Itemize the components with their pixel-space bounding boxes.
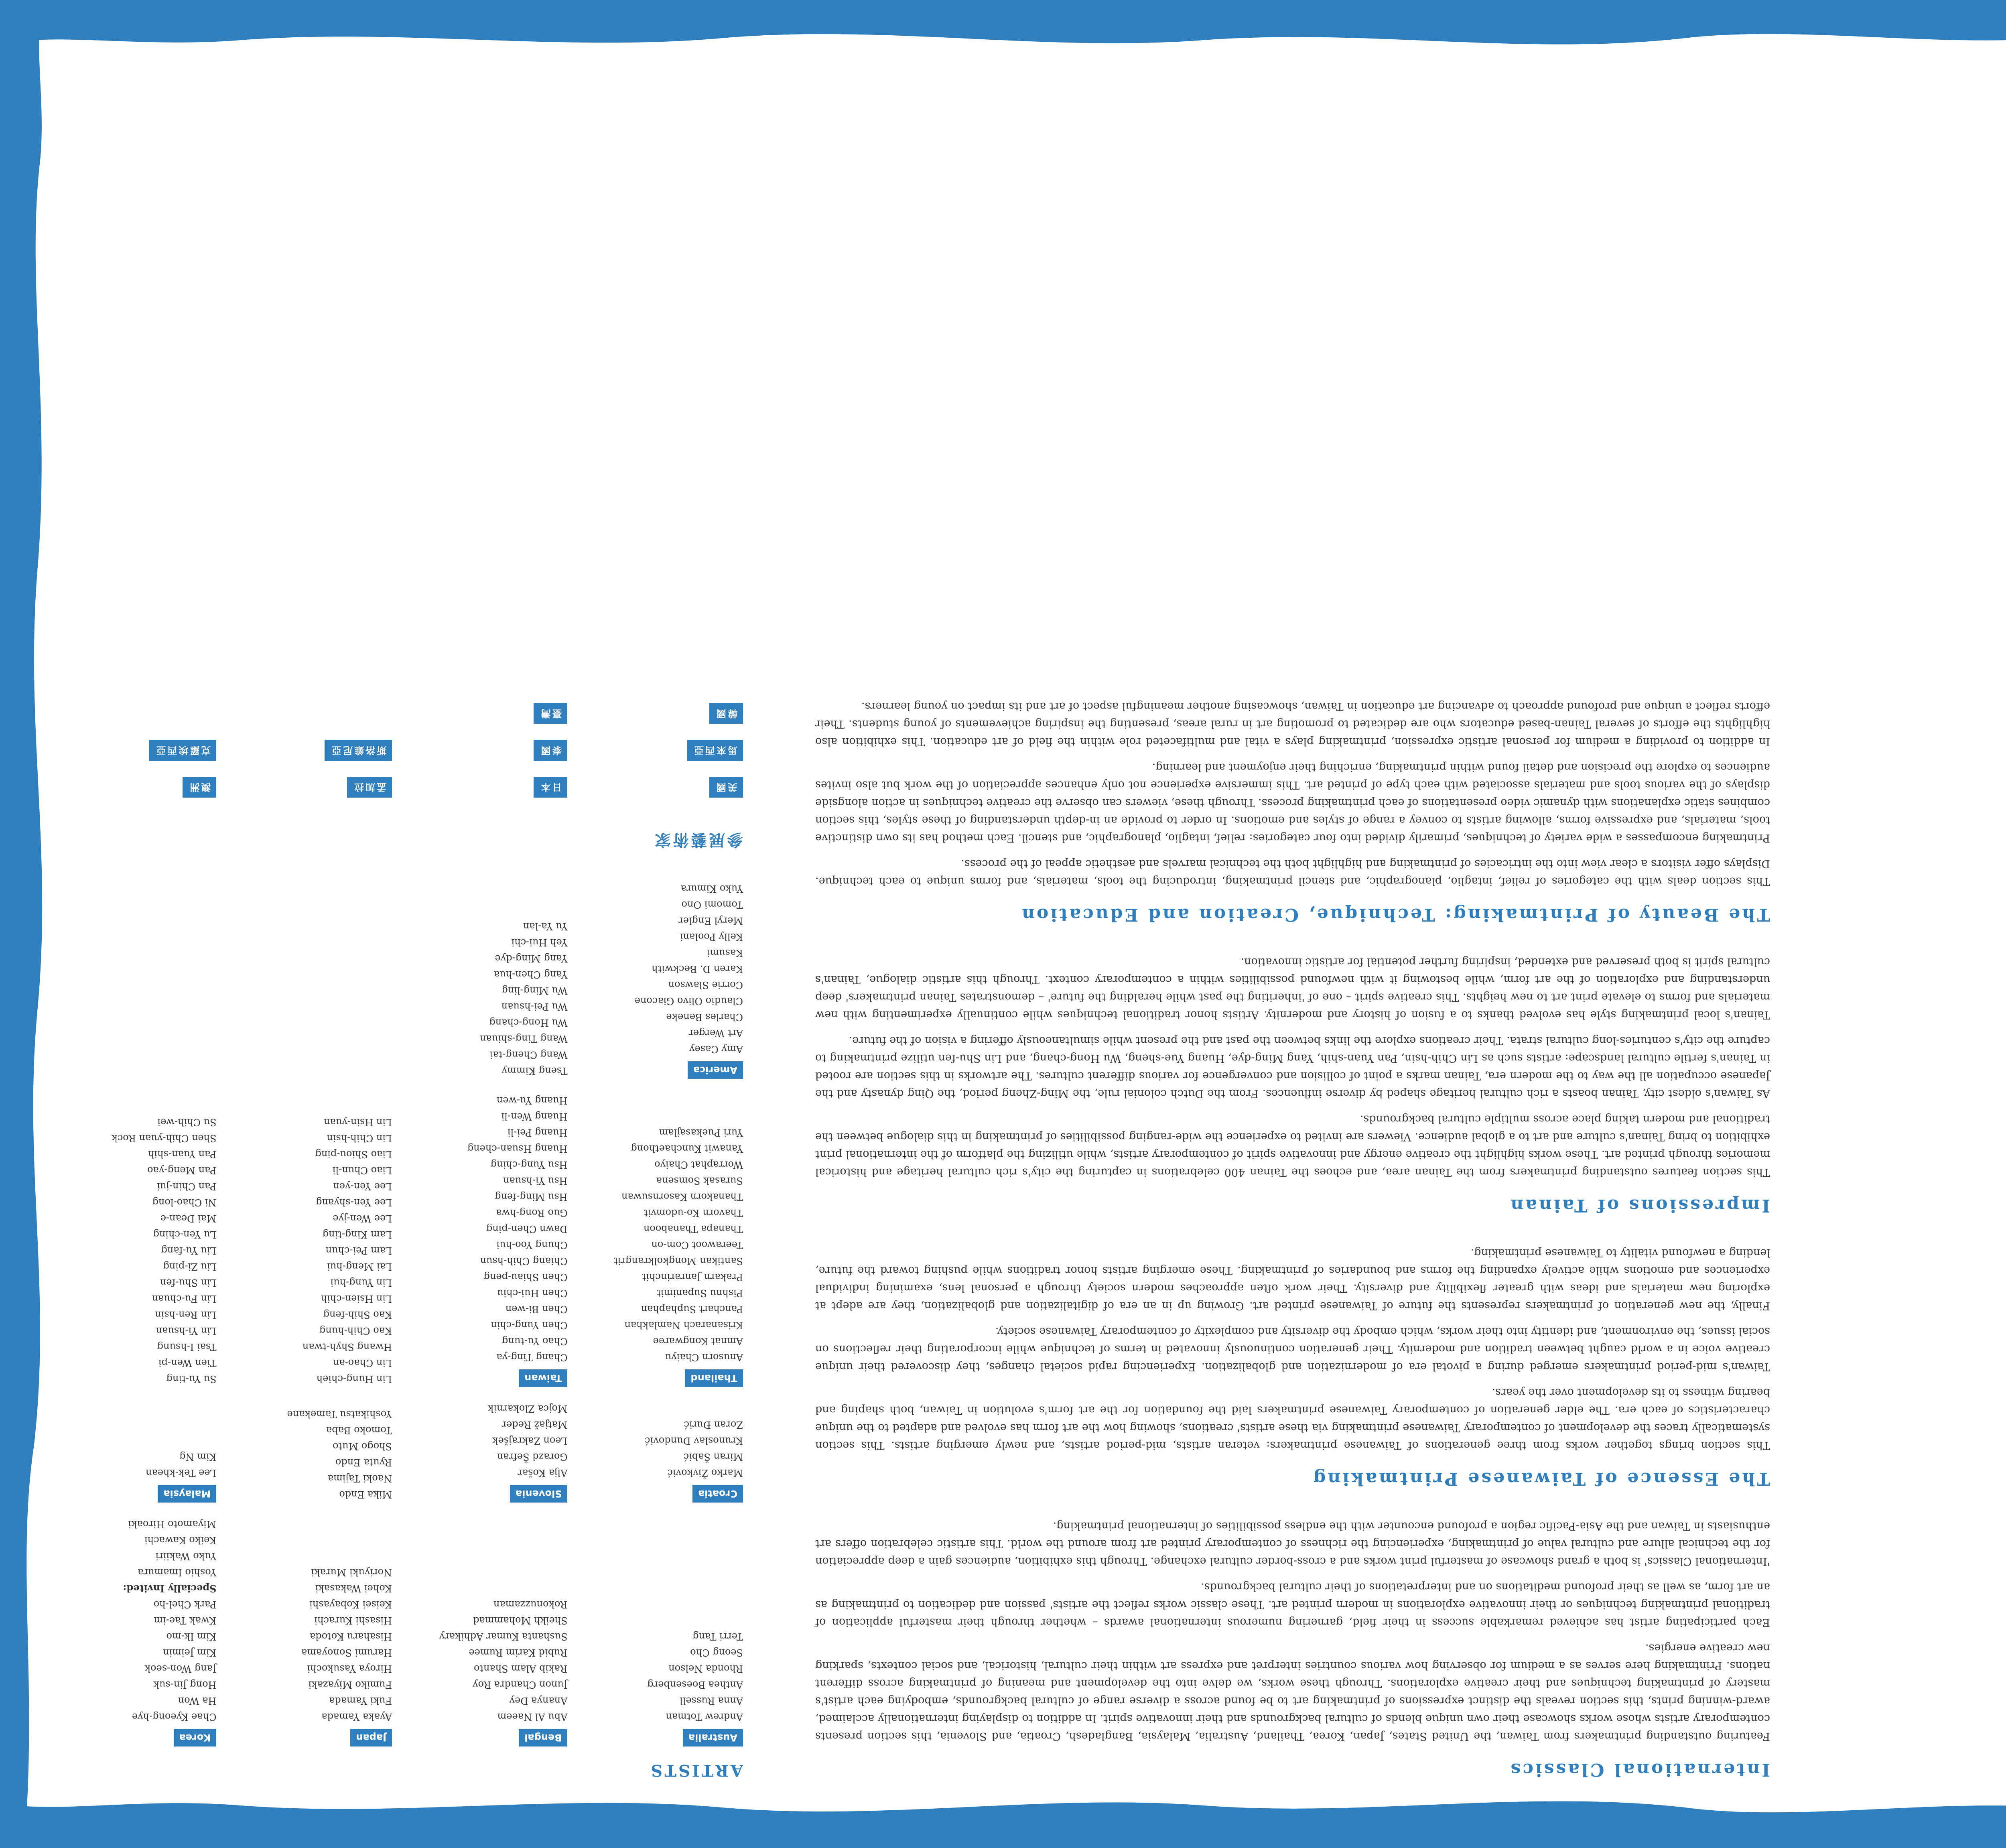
artist-group [412, 881, 568, 1079]
artist-name: Lin Fu-chuan [152, 1293, 217, 1304]
artist-name: Mojca Zlokarnik [487, 1403, 568, 1414]
artist-name: Hisashi Kurachi [314, 1615, 392, 1626]
en-paragraph: This section brings together works from three generations of Taiwanese printmakers: veteran artists, mid-period artists, and newly emerging artists. This section systematically traces the development of contemporary Taiwanese printmaking via these artists' creations, showing how the art form has evolved and adapted to the unique characteristics of each era. The elder generation of contemporary Taiwanese printmakers laid the foundation for the art form's evolution in Taiwan, both shaping and bearing witness to its development over the years. [815, 1386, 1770, 1452]
artist-name: Ha Won [178, 1695, 217, 1706]
artist-name: Abu Al Naeem [497, 1711, 568, 1722]
artist-group [237, 736, 392, 761]
artist-name: Chiang Chih-hsun [480, 1255, 568, 1267]
artist-group [588, 1093, 743, 1387]
artist-name: Lee Wen-jye [333, 1213, 392, 1224]
artist-name: Chen Yung-chin [491, 1320, 568, 1331]
artist-name: Worraphat Chaiyo [654, 1159, 743, 1170]
artist-name: Alja Košar [518, 1467, 568, 1478]
artist-name: Lam King-ting [322, 1229, 392, 1240]
artist-name: Yuko Kimura [680, 883, 743, 894]
artist-name: Gorazd Šefran [497, 1451, 568, 1462]
en-paragraph: Featuring outstanding printmakers from Taiwan, the United States, Japan, Korea, Thailand, Australia, Malaysia, Bangladesh, Croatia, and Slovenia, this section presents contemporary artists whose works showcase their own unique blends of cultural backgrounds and their innovative spirit. In addition to displaying internationally acclaimed, award-winning prints, this section reveals the distinct expressions of printmaking art to be found across a diverse range of cultural backgrounds, embodying each artist's mastery of printmaking techniques and their creative explorations. Through these works, we delve into the development and meaning of printmaking across different nations. Printmaking here serves as a medium for observing how various countries interpret and express art within their cultural, historical, and social contexts, sparking new creative energies. [815, 1642, 1770, 1742]
artist-name: Thanakorn Kasornsuwan [621, 1191, 743, 1202]
country-badge: 美國 [709, 777, 743, 798]
artist-name: Ryuta Endo [335, 1457, 392, 1468]
artist-name: Su Yu-ting [166, 1373, 217, 1385]
artist-name: Amy Casey [689, 1044, 743, 1055]
specially-invited-label: Specially Invited: [123, 1583, 217, 1594]
artist-name: Su Chih-wei [157, 1117, 217, 1128]
chinese-column [1923, 75, 2006, 1780]
country-badge: America [688, 1061, 743, 1079]
artist-name: Leon Zakrajšek [492, 1435, 568, 1446]
country-badge: 日本 [534, 777, 568, 798]
artist-name: Lai Meng-hui [327, 1261, 392, 1272]
artist-name: Terri Tang [692, 1631, 743, 1642]
artist-name: Yoshio Imamura [138, 1567, 217, 1578]
artist-name: Mika Endo [339, 1489, 392, 1500]
artist-group [412, 736, 568, 761]
artist-name: Chung Yoo-hui [496, 1239, 568, 1251]
artist-name: Hisaharu Kotoda [309, 1631, 392, 1642]
country-badge: Malaysia [158, 1485, 216, 1503]
artist-name: Lin Yung-hui [330, 1277, 392, 1288]
artist-name: Kasumi [707, 947, 743, 959]
country-badge: 馬來西亞 [687, 740, 743, 761]
artist-group [61, 1093, 217, 1387]
artist-name: Miran Šabić [683, 1451, 743, 1462]
artist-name: Lin Hung-chieh [316, 1373, 392, 1385]
artist-name: Pishnu Supanimit [657, 1288, 743, 1299]
artists-grid-zh [61, 699, 743, 798]
en-section-tainan [815, 953, 1770, 1216]
artist-name: Shogo Muto [333, 1441, 392, 1452]
artist-group [237, 1401, 392, 1503]
country-badge: 泰國 [534, 740, 568, 761]
en-paragraph: 'International Classics' is both a grand showcase of masterful print works and a cross-border cultural exchange. Through this exhibition, audiences gain a deep appreciation for the technical allure and cultural value of printmaking, experiencing the richness of contemporary printed art from around the world. This artistic celebration offers art enthusiasts in Taiwan and the Asia-Pacific region a profound encounter with the endless possibilities of international printmaking. [815, 1520, 1770, 1568]
artist-name: Hsu Ming-feng [495, 1191, 568, 1202]
artist-name: Pan Chin-jui [157, 1181, 217, 1192]
en-paragraph: As Taiwan's oldest city, Tainan boasts a rich cultural heritage shaped by diverse influences. From the Dutch colonial rule, the Ming-Zheng period, the Qing dynasty and the Japanese occupation all the way to the modern era, Tainan marks a point of collision and convergence for various different cultures. The artworks in this section are rooted in Tainan's fertile cultural landscape: artists such as Lin Chih-hsin, Pan Yuan-shih, Yang Ming-dye, Huang Yue-sheng, Wu Hong-chang, and Lin Shu-fen utilize printmaking to capture the city's centuries-long cultural strata. Their creations explore the links between the past and the present while simultaneously offering a vision of the future. [815, 1034, 1770, 1100]
country-badge: Croatia [692, 1485, 743, 1503]
artist-name: Keiko Kawachi [144, 1535, 217, 1546]
artist-name: Lee Tek-khean [145, 1467, 217, 1478]
artist-name: Lin Hsin-yuan [324, 1117, 392, 1128]
artist-name: Wu Hong-chang [489, 1017, 568, 1028]
en-paragraph: This section deals with the categories of relief, intaglio, planographic, and stencil printmaking, introducing the tools, materials, and forms unique to each technique. Displays offer visitors a clear view into the intricacies of printmaking and highlight both the technical marvels and aesthetic appeal of the process. [815, 857, 1770, 887]
artist-name: Ayaka Yamada [321, 1711, 392, 1722]
en-paragraph: Each participating artist has achieved remarkable success in their field, garnering numerous international awards – whether through their masterful application of traditional printmaking techniques or their innovative explorations in modern printed art. These classic works reflect the artists' passion and dedication to printmaking as an art form, as well as their profound meditations on and interpretations of their cultural backgrounds. [815, 1581, 1770, 1629]
en-title: International Classics [1509, 1759, 1770, 1780]
country-badge: 澳洲 [183, 777, 217, 798]
cn-section-b [1923, 1615, 2006, 1679]
artist-name: Lin Hsien-chih [321, 1293, 392, 1304]
artist-group [412, 1516, 568, 1746]
artists-heading: ARTISTS [649, 1761, 743, 1780]
en-title: The Beauty of Printmaking: Technique, Creation and Education [1020, 904, 1770, 925]
artist-name: Kao Chih-hung [319, 1325, 392, 1336]
artist-name: Pan Meng-yao [147, 1165, 217, 1176]
artist-name: Lin Chih-hsin [327, 1133, 392, 1144]
country-badge: 韓國 [709, 703, 743, 724]
artist-group [412, 773, 568, 798]
artist-name: Krisanarach Namlakhan [624, 1320, 743, 1331]
en-paragraph: Printmaking encompasses a wide variety of techniques, primarily divided into four categories: relief, intaglio, planographic, and stencil. Each method has its own distinctive tools, materials, and expressive forms, allowing artists to convey a range of styles and emotions. In order to provide an in-depth understanding of these styles, this section combines static explanations with dynamic video presentations of each printmaking process. Through these, viewers can observe the creative techniques in action alongside displays of the various tools and materials associated with each type of printed art. This immersive experience not only enhances appreciation of the work but also invites audiences to explore the precision and detail found within printmaking, enriching their enjoyment and learning. [815, 761, 1770, 844]
artist-name: Yang Chen-hua [493, 969, 568, 980]
cn-section-d [1923, 1415, 2006, 1479]
artist-name: Yuri Puekasajlam [659, 1127, 743, 1138]
artist-name: Huang Pei-li [507, 1127, 568, 1138]
artist-name: Kwak Tae-im [154, 1615, 217, 1626]
artist-group [588, 1516, 743, 1746]
artist-name: Thanapa Thanaboon [643, 1223, 743, 1235]
en-paragraph: In addition to providing a medium for personal artistic expression, printmaking plays a vital and multifaceted role within the field of art education. This exhibition also highlights the efforts of several Tainan-based educators who are dedicated to promoting art in rural areas, presenting the inspiring achievements of young students. Their efforts reflect a unique and profound approach to advancing art education in Taiwan, showcasing another meaningful aspect of art and its impact on young learners. [815, 700, 1770, 748]
artist-group [237, 1516, 392, 1746]
artist-name: Amnat Kongwaree [653, 1336, 743, 1347]
artist-name: Kim Ik-mo [166, 1631, 217, 1642]
artist-name: Charles Beneke [666, 1011, 743, 1023]
artist-group [61, 773, 217, 798]
artist-name: Prakarn Janrarinchit [642, 1271, 743, 1283]
artist-name: Chen Hui-chiu [497, 1288, 568, 1299]
en-section-essence [815, 1244, 1770, 1489]
country-badge: Slovenia [510, 1485, 567, 1503]
country-badge: Bengal [519, 1729, 567, 1746]
artist-name: Fumiko Miyazaki [308, 1679, 392, 1690]
artist-name: Lee Yen-yen [333, 1181, 392, 1192]
artist-name: Karen D. Beckwith [652, 963, 743, 975]
artist-name: Lin Yi-hsuan [156, 1325, 217, 1336]
artist-name: Yanawit Kunchaethong [631, 1143, 743, 1154]
artist-group [588, 773, 743, 798]
country-badge: Taiwan [519, 1369, 567, 1387]
artist-name: Wang Cheng-tai [489, 1049, 568, 1060]
artist-group [61, 1516, 217, 1746]
artist-name: Lin Chao-an [333, 1357, 392, 1369]
artist-name: Kohei Wakasaki [315, 1583, 392, 1594]
artist-name: Corrie Slawson [668, 979, 743, 991]
artist-name: Lu Yen-ching [153, 1229, 217, 1240]
artist-name: Marko Živković [667, 1467, 743, 1478]
en-paragraph: Taiwan's mid-period printmakers emerged during a pivotal era of modernization and globalization. Experiencing rapid societal changes, they discovered their unique creative voice in a world caught between tradition and modernity. Their generation continuously innovated in terms of technique while incorporating their reflections on social issues, the environment, and identity into their works, which embody the diversity and complexity of contemporary Taiwanese society. [815, 1325, 1770, 1373]
english-column [815, 75, 1770, 1780]
cn-section-a [1923, 1716, 2006, 1780]
en-title: Impressions of Tainan [1509, 1195, 1770, 1216]
artist-name: Jang Won-seok [144, 1663, 217, 1674]
artist-name: Kim Ng [179, 1451, 217, 1462]
artist-group [61, 1401, 217, 1503]
artist-name: Chae Kyeong-hye [132, 1711, 217, 1722]
en-title: The Essence of Taiwanese Printmaking [1311, 1468, 1770, 1489]
artist-name: Yang Ming-dye [495, 953, 568, 964]
artist-name: Liao Shiou-ping [315, 1149, 392, 1160]
country-badge: Thailand [685, 1369, 743, 1387]
artist-group [412, 699, 568, 724]
artist-name: Lin Shu-fen [160, 1277, 217, 1288]
artist-name: Huang Hsuan-cheng [467, 1143, 568, 1154]
artist-group [588, 1401, 743, 1503]
artist-name: Anusorn Chaiyu [665, 1352, 743, 1363]
artist-name: Mai Dean-e [160, 1213, 217, 1224]
artist-name: Anna Russell [680, 1695, 743, 1706]
artist-name: Wang Ting-shiuan [479, 1033, 568, 1044]
artist-name: Keisei Kobayashi [309, 1599, 392, 1610]
artist-name: Hsu Yung-ching [490, 1159, 568, 1170]
artist-name: Shen Chih-yuan Rock [112, 1133, 217, 1144]
artist-name: Rhonda Nelson [668, 1663, 743, 1674]
artist-name: Yu Ya-lan [523, 921, 568, 932]
artist-name: Panchart Suphaphan [641, 1304, 743, 1315]
artist-name: Rubid Karim Rumee [469, 1647, 568, 1658]
artist-group [412, 1093, 568, 1387]
artist-name: Hsu Yi-hsuan [503, 1175, 568, 1186]
artist-name: Dawn Chen-ping [486, 1223, 568, 1235]
artist-name: Liu Yu-fang [161, 1245, 217, 1256]
artist-name: Rakib Alam Shanto [473, 1663, 568, 1674]
artist-name: Yeh Hui-chi [511, 937, 568, 948]
artist-name: Noriyuki Muraki [311, 1567, 392, 1578]
country-badge: 臺灣 [534, 703, 568, 724]
artist-name: Thavorn Ko-udomvit [644, 1207, 743, 1218]
artist-name: Tomoko Baba [326, 1425, 392, 1436]
country-badge: Korea [174, 1729, 217, 1746]
artist-name: Matjaž Reder [502, 1419, 568, 1430]
artist-name: Chen Shiau-peng [483, 1271, 568, 1283]
artist-name: Kim Jeimin [163, 1647, 217, 1658]
country-badge: 斯洛維尼亞 [325, 740, 392, 761]
country-badge: 克羅埃西亞 [149, 740, 217, 761]
artist-name: Santikan Mongkolkrangrit [614, 1255, 743, 1267]
artist-name: Tseng Kimmy [502, 1065, 568, 1076]
artist-name: Liao Chun-li [332, 1165, 392, 1176]
artist-name: Tsai I-hsung [157, 1341, 217, 1352]
country-badge: Australia [683, 1729, 743, 1746]
artist-name: Miyamoto Hiroaki [128, 1519, 217, 1530]
artist-group [237, 1093, 392, 1387]
artist-name: Kelly Poolani [680, 931, 743, 942]
artist-name: Hong Jin-suk [153, 1679, 217, 1690]
artist-name: Kao Shih-feng [323, 1309, 392, 1320]
artists-grid [61, 881, 743, 1746]
artist-name: Zoran Đurić [684, 1419, 743, 1430]
artists-column [61, 75, 743, 1780]
artist-name: Chao Yu-tung [502, 1336, 568, 1347]
artist-group [588, 699, 743, 724]
en-paragraph: Finally, the new generation of printmakers represents the future of Taiwanese printed art. Growing up in an era of digitalization and globalization, they are adept at exploring new materials and ideas with greater flexibility and diversity. Their work often approaches modern society through a personal lens, examining individual experiences and emotions while actively expanding the forms and boundaries of printmaking. These emerging artists honor traditions while pushing toward the future, lending a newfound vitality to Taiwanese printmaking. [815, 1247, 1770, 1312]
artist-name: Liu Zi-ping [163, 1261, 217, 1272]
artist-name: Lam Pei-chun [325, 1245, 392, 1256]
artist-name: Fuki Yamada [329, 1695, 392, 1706]
artist-name: Anthea Boesenberg [647, 1679, 743, 1690]
artist-name: Hwang Shyh-twan [302, 1341, 392, 1352]
artist-name: Naoki Tajima [327, 1473, 392, 1484]
artist-name: Wu Pei-hsuan [501, 1001, 568, 1012]
artist-name: Chen Bi-wen [505, 1304, 568, 1315]
artist-name: Claudio Olivo Giacone [634, 995, 743, 1007]
artist-name: Ni Chao-long [152, 1197, 217, 1208]
artist-name: Krunoslav Dundović [645, 1435, 743, 1446]
artist-name: Sheikh Mohammad Rokonuzzaman [473, 1599, 568, 1626]
artist-group [588, 736, 743, 761]
artist-name: Tomomi Ono [681, 899, 743, 910]
artist-name: Wu Ming-ling [502, 985, 568, 996]
artist-name: Seong Cho [690, 1647, 743, 1658]
artist-name: Chang Ting-ya [496, 1352, 568, 1363]
artist-name: Lee Yen-shyang [316, 1197, 392, 1208]
en-paragraph: Tainan's local printmaking style has evolved thanks to a fusion of history and modernity. Artists honor traditional techniques while continually experimenting with new materials and forms to elevate print art to new heights. This creative spirit – one of 'inheriting the past while heralding the future' – demonstrates Tainan printmakers' deep understanding and exploration of the art form, while bestowing it with newfound possibilities within a contemporary context. Through this artistic dialogue, Tainan's cultural spirit is both preserved and extended, inspiring further potential for artistic innovation. [815, 956, 1770, 1021]
artist-name: Yuko Wakiiri [155, 1551, 217, 1562]
country-badge: 孟加拉 [347, 777, 392, 798]
en-section-international-classics [815, 1517, 1770, 1780]
artist-name: Huang Wen-li [501, 1111, 568, 1122]
artist-group [412, 1401, 568, 1503]
artist-name: Junon Chandra Roy [472, 1679, 568, 1690]
artist-name: Andrew Totman [666, 1711, 743, 1722]
artist-name: Harumi Sonoyama [301, 1647, 392, 1658]
artist-name: Park Chel-ho [153, 1599, 217, 1610]
country-badge: Japan [350, 1729, 392, 1746]
artist-group [237, 773, 392, 798]
artist-name: Ananya Dey [509, 1695, 568, 1706]
artist-name: Tien Wen-pi [158, 1357, 217, 1369]
artist-name: Sushanta Kumar Adhikary [439, 1631, 568, 1642]
artist-name: Hiroya Yasukochi [307, 1663, 392, 1674]
artist-name: Yoshikatsu Tamekane [287, 1409, 392, 1420]
en-section-beauty [815, 697, 1770, 925]
artist-group [61, 736, 217, 761]
artist-name: Surasak Somsena [656, 1175, 743, 1186]
artist-name: Huang Yu-wen [496, 1095, 568, 1106]
artist-name: Teerawoot Com-on [651, 1239, 743, 1251]
artist-group [588, 881, 743, 1079]
cn-section-c [1923, 1515, 2006, 1579]
artist-name: Lin Ren-hsin [155, 1309, 217, 1320]
artist-name: Meryl Engler [678, 915, 743, 926]
artist-name: Pan Yuan-shih [148, 1149, 217, 1160]
en-paragraph: This section features outstanding printmakers from the Tainan area, and echoes the Tainan 400 celebrations in capturing the city's rich cultural heritage and historical memories through printed art. These works highlight the creative energy and innovative spirit of contemporary artists, while utilizing the platform of the international print exhibition to bring Tainan's culture and art to a global audience. Viewers are invited to experience the wide-ranging possibilities of printmaking in this dialogue between the traditional and modern taking place across multiple cultural backgrounds. [815, 1113, 1770, 1178]
artist-name: Art Werger [688, 1028, 743, 1039]
artist-name: Guo Rong-hwa [496, 1207, 568, 1218]
artists-heading-zh: 參展藝術家 [653, 831, 743, 849]
